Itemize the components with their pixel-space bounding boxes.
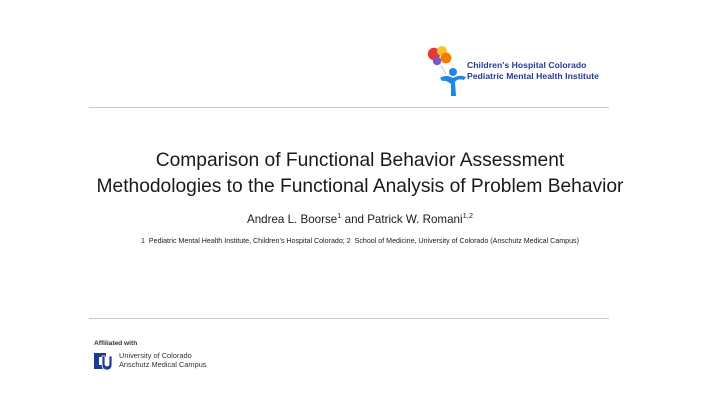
- title-line-1: Comparison of Functional Behavior Assessment: [155, 150, 565, 171]
- hospital-name: Children's Hospital Colorado: [467, 60, 587, 70]
- author-1-affil: 1: [337, 211, 342, 221]
- campus-name: Anschutz Medical Campus: [119, 359, 207, 369]
- author-joiner: and: [341, 213, 368, 226]
- affiliated-with-label: Affiliated with: [94, 340, 138, 347]
- author-2-name: Patrick W. Romani: [367, 213, 463, 226]
- slide-title: [60, 148, 660, 200]
- authors: [60, 213, 660, 227]
- university-name: University of Colorado: [119, 351, 192, 360]
- institute-name: Pediatric Mental Health Institute: [467, 71, 600, 81]
- author-2-affil: 1,2: [462, 211, 473, 221]
- author-1-name: Andrea L. Boorse: [247, 213, 338, 226]
- affiliations: 1 Pediatric Mental Health Institute, Children’s Hospital Colorado; 2 School of Medicine, University of Colorado (Anschutz Medical Campus): [141, 237, 579, 245]
- title-line-2: Methodologies to the Functional Analysis of Problem Behavior: [96, 176, 624, 197]
- childrens-hospital-logo: [424, 44, 614, 100]
- balloon-figure-icon: [424, 44, 470, 100]
- top-divider: [89, 107, 609, 108]
- bottom-divider: [89, 318, 609, 319]
- university-of-colorado-logo: [92, 340, 242, 374]
- cu-monogram-icon: [92, 350, 114, 372]
